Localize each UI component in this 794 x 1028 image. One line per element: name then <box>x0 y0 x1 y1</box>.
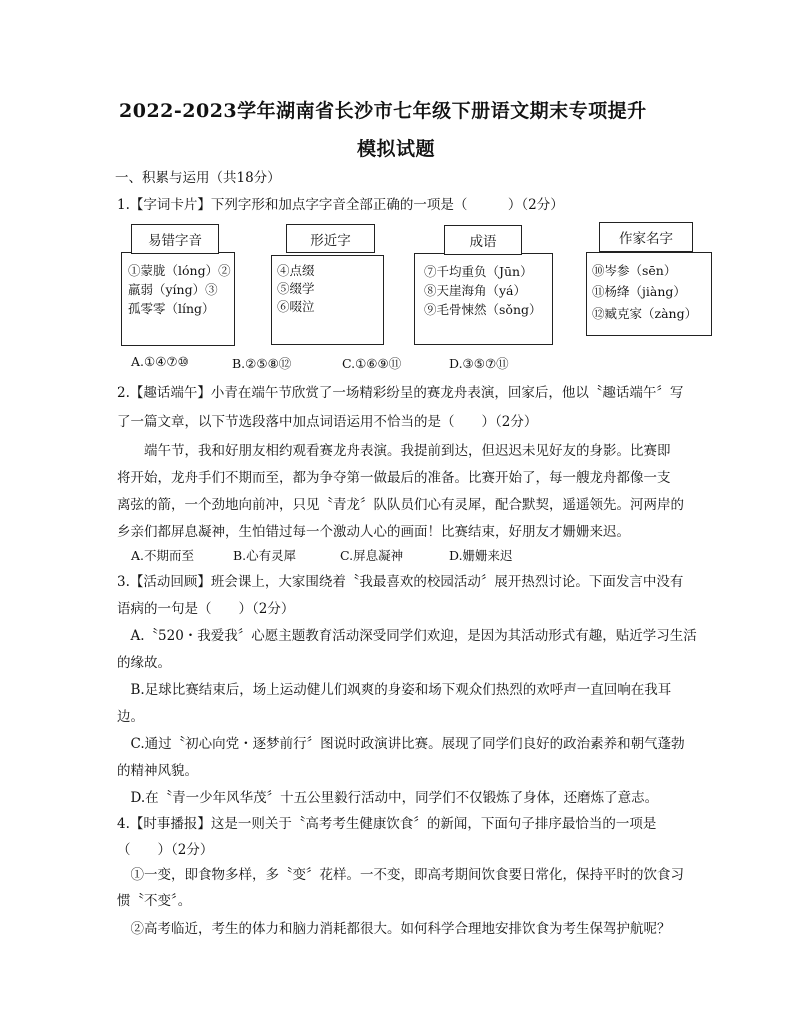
q4-stem-line1: 4.【时事播报】这是一则关于〝高考考生健康饮食〞的新闻，下面句子排序最恰当的一项是 <box>117 816 657 832</box>
q3-option-c-line2: 的精神风貌。 <box>117 763 198 779</box>
page-title-line2: 模拟试题 <box>357 138 436 160</box>
card4-line3: ⑫臧克家（zàng） <box>592 306 698 321</box>
card-header-idioms: 成语 <box>444 225 522 255</box>
q2-passage-line4: 乡亲们都屏息凝神，生怕错过每一个激动人心的画面！比赛结束，好朋友才姗姗来迟。 <box>117 524 630 540</box>
card4-line2: ⑪杨绛（jiàng） <box>592 284 686 299</box>
card3-line3: ⑨毛骨悚然（sǒng） <box>424 302 542 317</box>
section-heading: 一、积累与运用（共18分） <box>115 170 281 186</box>
card2-line3: ⑥啜泣 <box>277 299 315 314</box>
q3-stem-line1: 3.【活动回顾】班会课上，大家围绕着〝我最喜欢的校园活动〞展开热烈讨论。下面发言中没有 <box>117 574 684 590</box>
q3-option-a-line1: A.〝520・我爱我〞心愿主题教育活动深受同学们欢迎，是因为其活动形式有趣，贴近学习生活 <box>117 628 697 644</box>
card3-line1: ⑦千均重负（Jūn） <box>424 264 533 279</box>
q2-passage-line1: 端午节，我和好朋友相约观看赛龙舟表演。我提前到达，但迟迟未见好友的身影。比赛即 <box>117 443 671 459</box>
q1-option-a: A.①④⑦⑩ <box>131 354 189 369</box>
page-title-line1: 2022-2023学年湖南省长沙市七年级下册语文期末专项提升 <box>119 100 647 122</box>
card-header-similar-chars: 形近字 <box>286 224 375 253</box>
q3-option-c-line1: C.通过〝初心向党・逐梦前行〞图说时政演讲比赛。展现了同学们良好的政治素养和朝气蓬勃 <box>117 736 685 752</box>
card-header-easy-pronunciation: 易错字音 <box>131 224 219 254</box>
q1-option-c: C.①⑥⑨⑪ <box>342 356 402 371</box>
q2-option-d: D.姗姗来迟 <box>449 548 513 563</box>
q2-option-a: A.不期而至 <box>131 548 195 563</box>
q3-option-a-line2: 的缘故。 <box>117 655 171 671</box>
q1-option-b: B.②⑤⑧⑫ <box>232 356 292 371</box>
card1-line1: ①蒙胧（lóng）② <box>128 263 231 278</box>
q4-stem-line2: （ ）（2分） <box>117 842 214 858</box>
q2-passage-line3: 离弦的箭，一个劲地向前冲，只见〝青龙〞队队员们心有灵犀，配合默契，遥遥领先。河两岸的 <box>117 497 684 513</box>
q4-item1-line1: ①一变，即食物多样，多〝变〞花样。一不变，即高考期间饮食要日常化，保持平时的饮食习 <box>117 867 684 883</box>
card1-line3: 孤零零（líng） <box>128 301 215 316</box>
q2-option-c: C.屏息凝神 <box>340 548 404 563</box>
q4-item2: ②高考临近，考生的体力和脑力消耗都很大。如何科学合理地安排饮食为考生保驾护航呢？ <box>117 921 671 937</box>
q3-option-b-line2: 边。 <box>117 709 144 725</box>
q3-option-b-line1: B.足球比赛结束后，场上运动健儿们飒爽的身姿和场下观众们热烈的欢呼声一直回响在我耳 <box>117 682 672 698</box>
card2-line2: ⑤缀学 <box>277 281 315 296</box>
card1-line2: 羸弱（yíng）③ <box>128 282 218 297</box>
q2-passage-line2: 将开始，龙舟手们不期而至，都为争夺第一做最后的准备。比赛开始了，每一艘龙舟都像一支 <box>117 470 671 486</box>
q2-option-b: B.心有灵犀 <box>233 548 297 563</box>
q4-item1-line2: 惯〝不变〞。 <box>117 893 192 909</box>
q1-stem: 1.【字词卡片】下列字形和加点字字音全部正确的一项是（ ）（2分） <box>117 197 564 213</box>
q1-option-d: D.③⑤⑦⑪ <box>449 356 509 371</box>
card3-line2: ⑧天崖海角（yá） <box>424 283 527 298</box>
q2-stem-line2: 了一篇文章，以下节选段落中加点词语运用不恰当的是（ ）（2分） <box>117 414 538 430</box>
q3-stem-line2: 语病的一句是（ ）（2分） <box>117 601 295 617</box>
q3-option-d: D.在〝青一少年风华茂〞十五公里毅行活动中，同学们不仅锻炼了身体，还磨炼了意志。 <box>117 790 659 806</box>
card-header-author-names: 作家名字 <box>599 222 693 252</box>
q2-stem-line1: 2.【趣话端午】小青在端午节欣赏了一场精彩纷呈的赛龙舟表演，回家后，他以〝趣话端午〞写 <box>117 385 684 401</box>
card2-line1: ④点缀 <box>277 263 315 278</box>
card4-line1: ⑩岑参（sēn） <box>592 263 677 278</box>
